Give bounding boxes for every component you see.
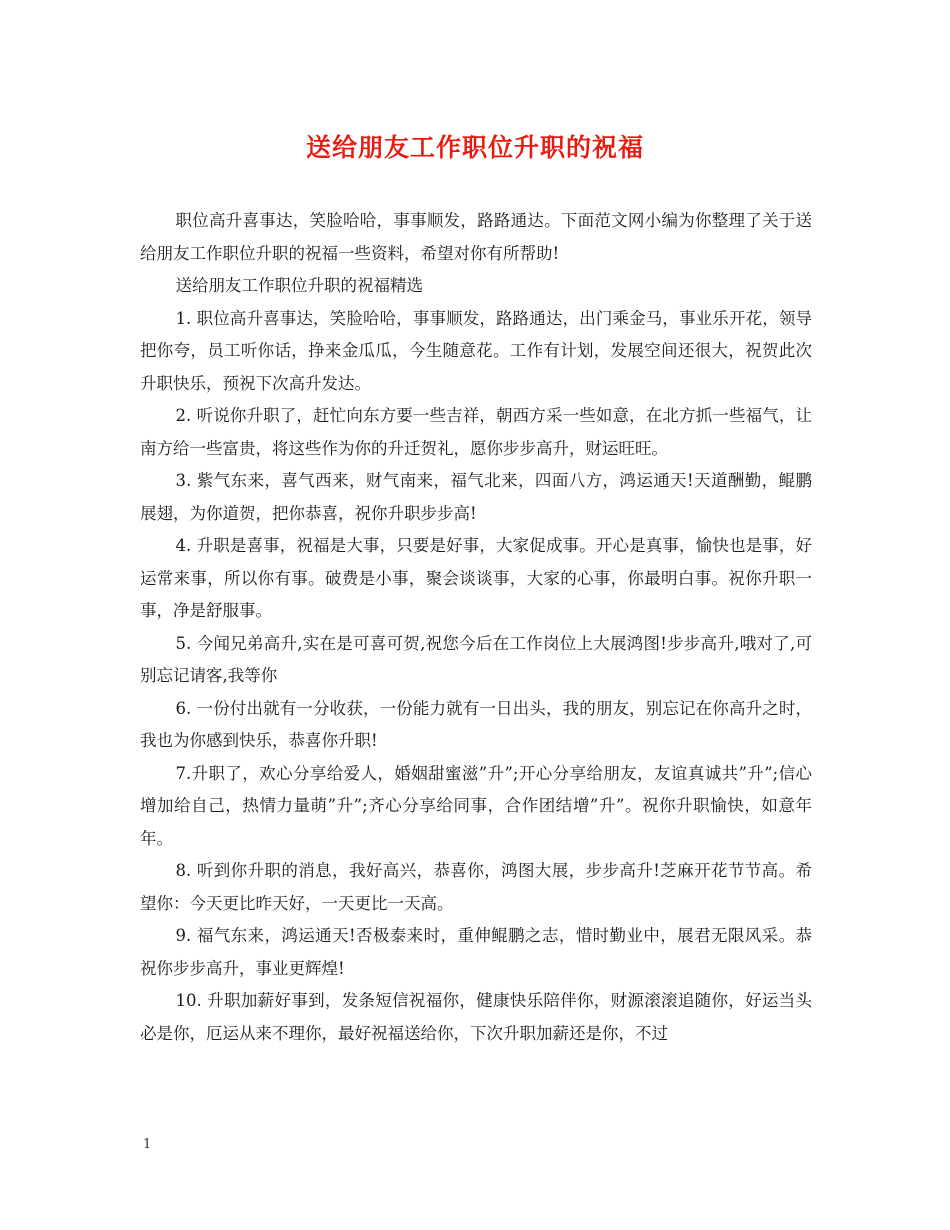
list-item: 5. 今闻兄弟高升,实在是可喜可贺,祝您今后在工作岗位上大展鸿图!步步高升,哦对了,可别忘记请客,我等你 <box>140 633 812 685</box>
intro-paragraph: 职位高升喜事达，笑脸哈哈，事事顺发，路路通达。下面范文网小编为你整理了关于送给朋友工作职位升职的祝福一些资料，希望对你有所帮助! <box>140 211 812 263</box>
list-item: 4. 升职是喜事，祝福是大事，只要是好事，大家促成事。开心是真事，愉快也是事，好运常来事，所以你有事。破费是小事，聚会谈谈事，大家的心事，你最明白事。祝你升职一事，净是舒服事。 <box>140 536 812 620</box>
list-item: 2. 听说你升职了，赶忙向东方要一些吉祥，朝西方采一些如意，在北方抓一些福气，让南方给一些富贵，将这些作为你的升迁贺礼，愿你步步高升，财运旺旺。 <box>140 406 812 458</box>
list-item: 9. 福气东来，鸿运通天!否极泰来时，重伸鲲鹏之志，惜时勤业中，展君无限风采。恭祝你步步高升，事业更辉煌! <box>140 926 812 978</box>
document-body <box>140 205 812 1050</box>
list-item: 6. 一份付出就有一分收获，一份能力就有一日出头，我的朋友，别忘记在你高升之时，我也为你感到快乐，恭喜你升职! <box>140 698 812 750</box>
list-item: 10. 升职加薪好事到，发条短信祝福你，健康快乐陪伴你，财源滚滚追随你，好运当头必是你，厄运从来不理你，最好祝福送给你，下次升职加薪还是你，不过 <box>140 991 812 1043</box>
list-item: 8. 听到你升职的消息，我好高兴，恭喜你，鸿图大展，步步高升!芝麻开花节节高。希望你：今天更比昨天好，一天更比一天高。 <box>140 861 812 913</box>
section-heading: 送给朋友工作职位升职的祝福精选 <box>175 276 423 295</box>
list-item: 3. 紫气东来，喜气西来，财气南来，福气北来，四面八方，鸿运通天!天道酬勤，鲲鹏展翅，为你道贺，把你恭喜，祝你升职步步高! <box>140 471 812 523</box>
list-item: 1. 职位高升喜事达，笑脸哈哈，事事顺发，路路通达，出门乘金马，事业乐开花，领导把你夸，员工听你话，挣来金瓜瓜，今生随意花。工作有计划，发展空间还很大，祝贺此次升职快乐，预祝下次高升发达。 <box>140 308 812 393</box>
document-title: 送给朋友工作职位升职的祝福 <box>305 133 644 162</box>
list-item: 7.升职了，欢心分享给爱人，婚姻甜蜜滋”升”;开心分享给朋友，友谊真诚共”升”;信心增加给自己，热情力量萌”升”;齐心分享给同事，合作团结增”升”。祝你升职愉快，如意年年。 <box>140 763 812 848</box>
page-number: 1 <box>143 1137 152 1152</box>
